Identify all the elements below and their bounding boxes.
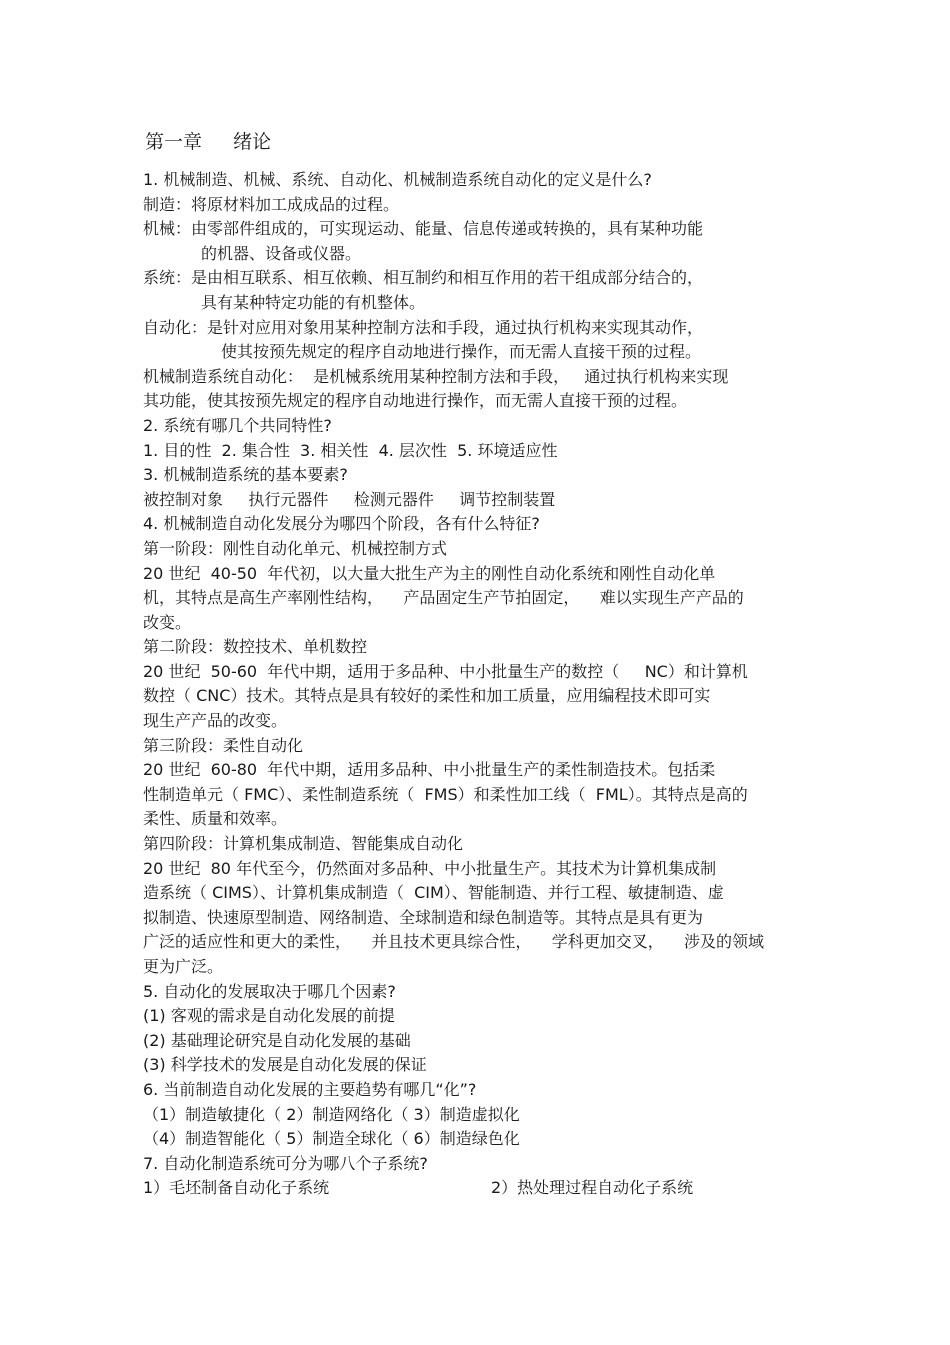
def-system-cont: 具有某种特定功能的有机整体。 xyxy=(201,292,426,312)
answer-6-row: （1）制造敏捷化（ 2）制造网络化（ 3）制造虚拟化 xyxy=(143,1104,520,1124)
question-5: 5. 自动化的发展取决于哪几个因素? xyxy=(143,981,396,1001)
stage-3-heading: 第三阶段：柔性自动化 xyxy=(143,735,304,755)
answer-3: 被控制对象 执行元器件 检测元器件 调节控制装置 xyxy=(143,489,556,509)
answer-5-item: (2) 基础理论研究是自动化发展的基础 xyxy=(143,1030,411,1050)
subsystem-1: 1）毛坯制备自动化子系统 xyxy=(143,1178,330,1198)
subsystem-2: 2）热处理过程自动化子系统 xyxy=(491,1178,694,1198)
answer-7-row xyxy=(143,1176,813,1201)
question-3: 3. 机械制造系统的基本要素? xyxy=(143,465,348,485)
def-machinery-cont: 的机器、设备或仪器。 xyxy=(201,243,362,263)
answer-5-item: (1) 客观的需求是自动化发展的前提 xyxy=(143,1006,395,1026)
stage-3-text: 20 世纪 60-80 年代中期，适用多品种、中小批量生产的柔性制造技术。包括柔 xyxy=(143,760,716,780)
stage-4-text: 造系统（ CIMS）、计算机集成制造（ CIM）、智能制造、并行工程、敏捷制造、虚 xyxy=(143,883,724,903)
def-machinery: 机械：由零部件组成的，可实现运动、能量、信息传递或转换的，具有某种功能 xyxy=(143,219,704,239)
stage-4-text: 更为广泛。 xyxy=(143,957,224,976)
question-4: 4. 机械制造自动化发展分为哪四个阶段，各有什么特征? xyxy=(143,514,540,534)
stage-4-text: 20 世纪 80 年代至今，仍然面对多品种、中小批量生产。其技术为计算机集成制 xyxy=(143,858,717,878)
stage-3-text: 柔性、质量和效率。 xyxy=(143,809,288,829)
stage-2-text: 20 世纪 50-60 年代中期，适用于多品种、中小批量生产的数控（ NC）和计算机 xyxy=(143,661,748,681)
stage-4-text: 广泛的适应性和更大的柔性， 并且技术更具综合性， 学科更加交叉， 涉及的领域 xyxy=(143,932,765,952)
def-automation-cont: 使其按预先规定的程序自动地进行操作，而无需人直接干预的过程。 xyxy=(221,342,702,362)
answer-6-row: （4）制造智能化（ 5）制造全球化（ 6）制造绿色化 xyxy=(143,1129,520,1149)
stage-2-text: 现生产产品的改变。 xyxy=(143,711,288,731)
stage-3-text: 性制造单元（ FMC）、柔性制造系统（ FMS）和柔性加工线（ FML）。其特点是高的 xyxy=(143,784,748,804)
question-7: 7. 自动化制造系统可分为哪八个子系统? xyxy=(143,1153,428,1173)
stage-2-text: 数控（ CNC）技术。其特点是具有较好的柔性和加工质量，应用编程技术即可实 xyxy=(143,686,711,706)
stage-4-heading: 第四阶段：计算机集成制造、智能集成自动化 xyxy=(143,834,464,854)
question-6: 6. 当前制造自动化发展的主要趋势有哪几“化”? xyxy=(143,1079,477,1099)
stage-1-heading: 第一阶段：刚性自动化单元、机械控制方式 xyxy=(143,538,448,558)
def-system: 系统：是由相互联系、相互依赖、相互制约和相互作用的若干组成部分结合的， xyxy=(143,268,704,288)
answer-2: 1. 目的性 2. 集合性 3. 相关性 4. 层次性 5. 环境适应性 xyxy=(143,440,558,460)
def-automation: 自动化：是针对应用对象用某种控制方法和手段，通过执行机构来实现其动作， xyxy=(143,317,704,337)
stage-1-text: 机，其特点是高生产率刚性结构， 产品固定生产节拍固定， 难以实现生产产品的 xyxy=(143,588,744,608)
stage-1-text: 20 世纪 40-50 年代初，以大量大批生产为主的刚性自动化系统和刚性自动化单 xyxy=(143,563,716,583)
question-2: 2. 系统有哪几个共同特性? xyxy=(143,415,332,435)
stage-2-heading: 第二阶段：数控技术、单机数控 xyxy=(143,637,368,657)
document-body xyxy=(143,168,813,1201)
def-manufacturing: 制造：将原材料加工成成品的过程。 xyxy=(143,194,400,214)
chapter-title: 第一章 绪论 xyxy=(145,131,272,153)
question-1: 1. 机械制造、机械、系统、自动化、机械制造系统自动化的定义是什么? xyxy=(143,170,652,189)
stage-4-text: 拟制造、快速原型制造、网络制造、全球制造和绿色制造等。其特点是具有更为 xyxy=(143,907,704,927)
def-mfg-automation: 机械制造系统自动化： 是机械系统用某种控制方法和手段， 通过执行机构来实现 xyxy=(143,366,729,386)
stage-1-text: 改变。 xyxy=(143,612,192,632)
answer-5-item: (3) 科学技术的发展是自动化发展的保证 xyxy=(143,1055,427,1075)
def-mfg-automation-cont: 其功能，使其按预先规定的程序自动地进行操作，而无需人直接干预的过程。 xyxy=(143,391,688,411)
